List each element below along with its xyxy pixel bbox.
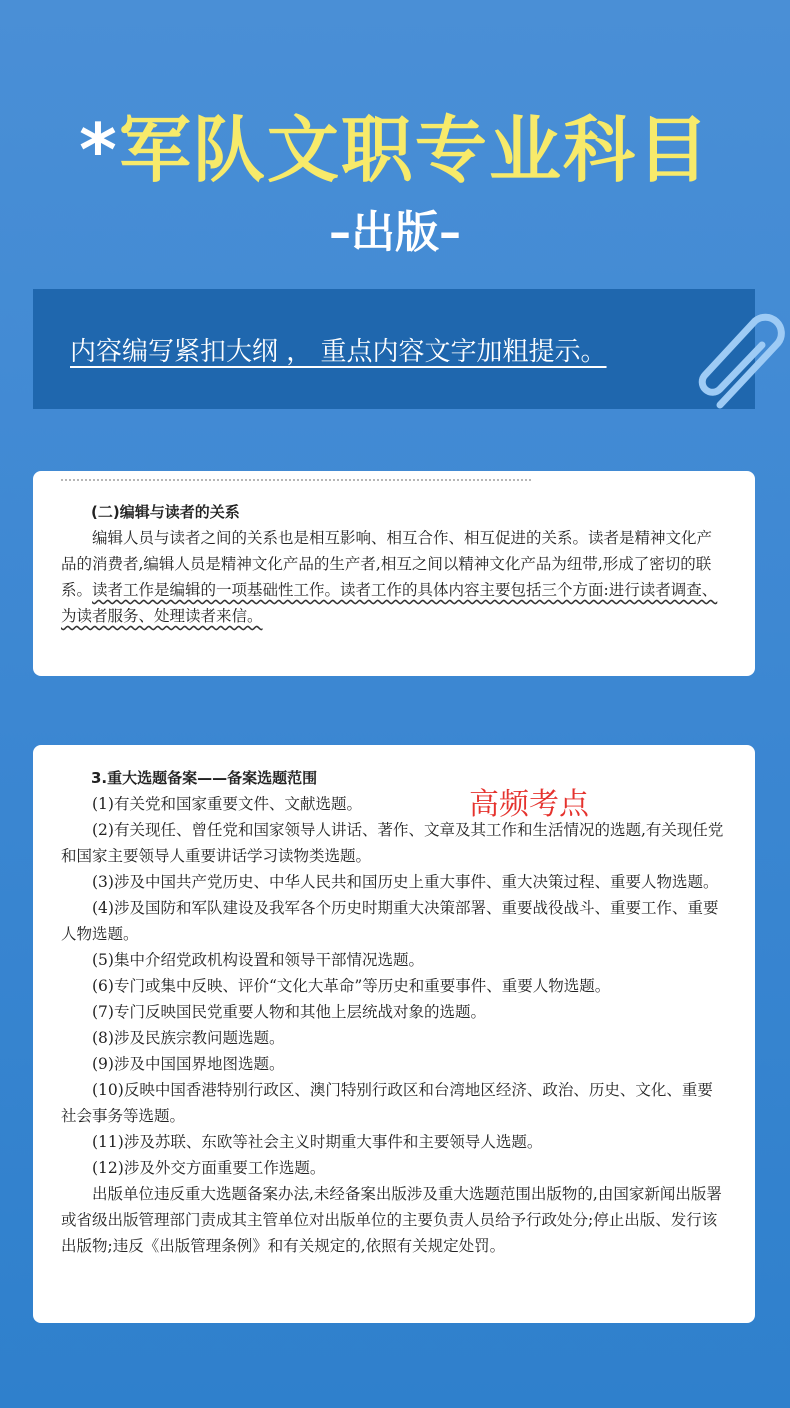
list-item: (6)专门或集中反映、评价“文化大革命”等历史和重要事件、重要人物选题。 — [92, 977, 611, 995]
title-text: 军队文职专业科目 — [118, 108, 711, 192]
banner-text: 内容编写紧扣大纲 ， 重点内容文字加粗提示。 — [70, 337, 607, 367]
excerpt-card-topic-filing — [33, 745, 755, 1323]
list-item: (5)集中介绍党政机构设置和领导干部情况选题。 — [92, 951, 424, 969]
paperclip-icon — [690, 305, 790, 425]
topic-heading: 3.重大选题备案——备案选题范围 — [91, 769, 318, 787]
info-banner — [33, 289, 755, 409]
page-title — [0, 92, 790, 196]
paragraph-plain: 编辑人员与读者之间的关系也是相互影响、相互合作、相互促进的关系。读者是精神文化产品的消费者,编辑人员是精神文化产品的生产者,相互之间以精神文化产品为纽带,形成了密切的联系。 — [61, 529, 713, 599]
page-subtitle: –出版– — [329, 207, 461, 258]
paragraph-emphasis: 读者工作是编辑的一项基础性工作。读者工作的具体内容主要包括三个方面:进行读者调查、为读者服务、处理读者来信。 — [61, 581, 718, 625]
closing-paragraph: 出版单位违反重大选题备案办法,未经备案出版涉及重大选题范围出版物的,由国家新闻出版署或省级出版管理部门责成其主管单位对出版单位的主要负责人员给予行政处分;停止出版、发行该出版物;违反《出版管理条例》和有关规定的,依照有关规定处罚。 — [61, 1185, 722, 1255]
list-item: (8)涉及民族宗教问题选题。 — [92, 1029, 285, 1047]
list-item: (12)涉及外交方面重要工作选题。 — [92, 1159, 326, 1177]
list-item: (10)反映中国香港特别行政区、澳门特别行政区和台湾地区经济、政治、历史、文化、重要社会事务等选题。 — [61, 1081, 713, 1125]
list-item: (7)专门反映国民党重要人物和其他上层统战对象的选题。 — [92, 1003, 486, 1021]
excerpt-card-reader-relations — [33, 471, 755, 676]
list-item: (1)有关党和国家重要文件、文献选题。 — [92, 795, 362, 813]
list-item: (9)涉及中国国界地图选题。 — [92, 1055, 285, 1073]
faded-top-line — [61, 479, 531, 489]
hot-topic-label: 高频考点 — [469, 787, 589, 822]
topic-list — [61, 765, 727, 1259]
list-item: (11)涉及苏联、东欧等社会主义时期重大事件和主要领导人选题。 — [92, 1133, 543, 1151]
excerpt-paragraph — [61, 525, 727, 629]
excerpt-text — [61, 499, 727, 629]
list-item: (4)涉及国防和军队建设及我军各个历史时期重大决策部署、重要战役战斗、重要工作、重要人物选题。 — [61, 899, 719, 943]
excerpt-heading: (二)编辑与读者的关系 — [91, 503, 240, 521]
list-item: (3)涉及中国共产党历史、中华人民共和国历史上重大事件、重大决策过程、重要人物选题。 — [92, 873, 719, 891]
list-item: (2)有关现任、曾任党和国家领导人讲话、著作、文章及其工作和生活情况的选题,有关现任党和国家主要领导人重要讲话学习读物类选题。 — [61, 821, 724, 865]
title-star: * — [79, 108, 119, 192]
